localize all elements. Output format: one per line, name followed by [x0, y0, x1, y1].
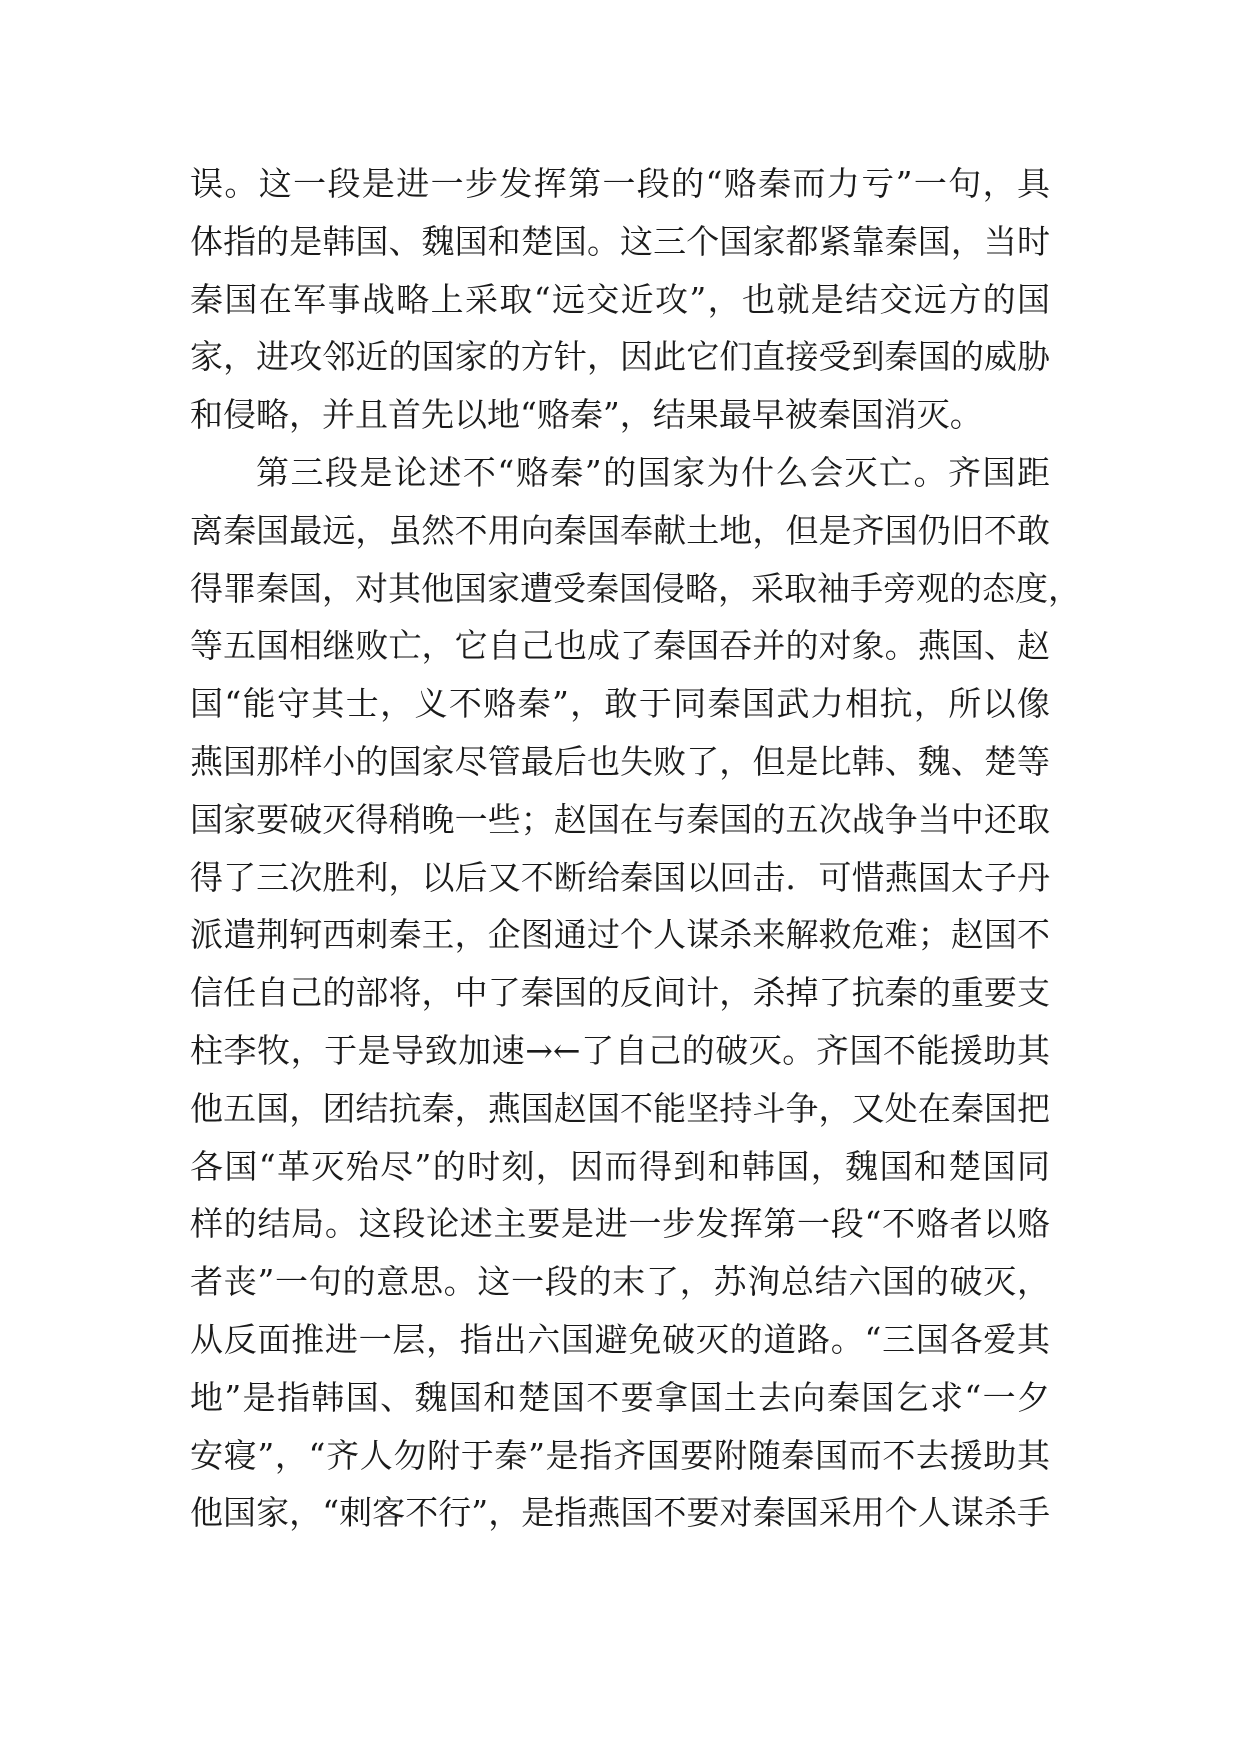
text-line: 误。这一段是进一步发挥第一段的“赂秦而力亏”一句，具 — [190, 164, 1050, 203]
text-line: 燕国那样小的国家尽管最后也失败了，但是比韩、魏、楚等 — [190, 741, 1050, 781]
text-line: 从反面推进一层，指出六国避免破灭的道路。“三国各爱其 — [190, 1319, 1050, 1359]
text-line: 地”是指韩国、魏国和楚国不要拿国土去向秦国乞求“一夕 — [190, 1377, 1050, 1417]
text-line: 派遣荆轲西刺秦王，企图通过个人谋杀来解救危难；赵国不 — [190, 915, 1050, 955]
text-line: 安寝”，“齐人勿附于秦”是指齐国要附随秦国而不去援助其 — [190, 1435, 1050, 1475]
body-text — [190, 155, 1081, 1542]
text-line: 样的结局。这段论述主要是进一步发挥第一段“不赂者以赂 — [190, 1204, 1050, 1244]
text-line: 得了三次胜利，以后又不断给秦国以回击．可惜燕国太子丹 — [190, 857, 1050, 897]
paragraph-start-line: 第三段是论述不“赂秦”的国家为什么会灭亡。齐国距 — [256, 452, 1050, 492]
text-line: 和侵略，并且首先以地“赂秦”，结果最早被秦国消灭。 — [190, 395, 983, 435]
text-line: 他五国，团结抗秦，燕国赵国不能坚持斗争，又处在秦国把 — [190, 1088, 1050, 1128]
text-line: 各国“革灭殆尽”的时刻，因而得到和韩国，魏国和楚国同 — [190, 1146, 1050, 1186]
text-line: 国“能守其士，义不赂秦”，敢于同秦国武力相抗，所以像 — [190, 684, 1050, 724]
text-line: 家，进攻邻近的国家的方针，因此它们直接受到秦国的威胁 — [190, 337, 1050, 377]
text-line: 得罪秦国，对其他国家遭受秦国侵略，采取袖手旁观的态度， — [190, 568, 1081, 608]
text-line: 离秦国最远，虽然不用向秦国奉献土地，但是齐国仍旧不敢 — [190, 510, 1050, 550]
text-line: 者丧”一句的意思。这一段的末了，苏洵总结六国的破灭， — [190, 1262, 1050, 1302]
text-line: 体指的是韩国、魏国和楚国。这三个国家都紧靠秦国，当时 — [190, 221, 1050, 261]
text-line: 秦国在军事战略上采取“远交近攻”，也就是结交远方的国 — [190, 279, 1050, 319]
text-line: 他国家，“刺客不行”，是指燕国不要对秦国采用个人谋杀手 — [190, 1493, 1050, 1533]
text-line: 柱李牧，于是导致加速→←了自己的破灭。齐国不能援助其 — [190, 1030, 1050, 1070]
text-line: 等五国相继败亡，它自己也成了秦国吞并的对象。燕国、赵 — [190, 626, 1050, 666]
text-line: 国家要破灭得稍晚一些；赵国在与秦国的五次战争当中还取 — [190, 799, 1050, 839]
text-line: 信任自己的部将，中了秦国的反间计，杀掉了抗秦的重要支 — [190, 973, 1050, 1013]
